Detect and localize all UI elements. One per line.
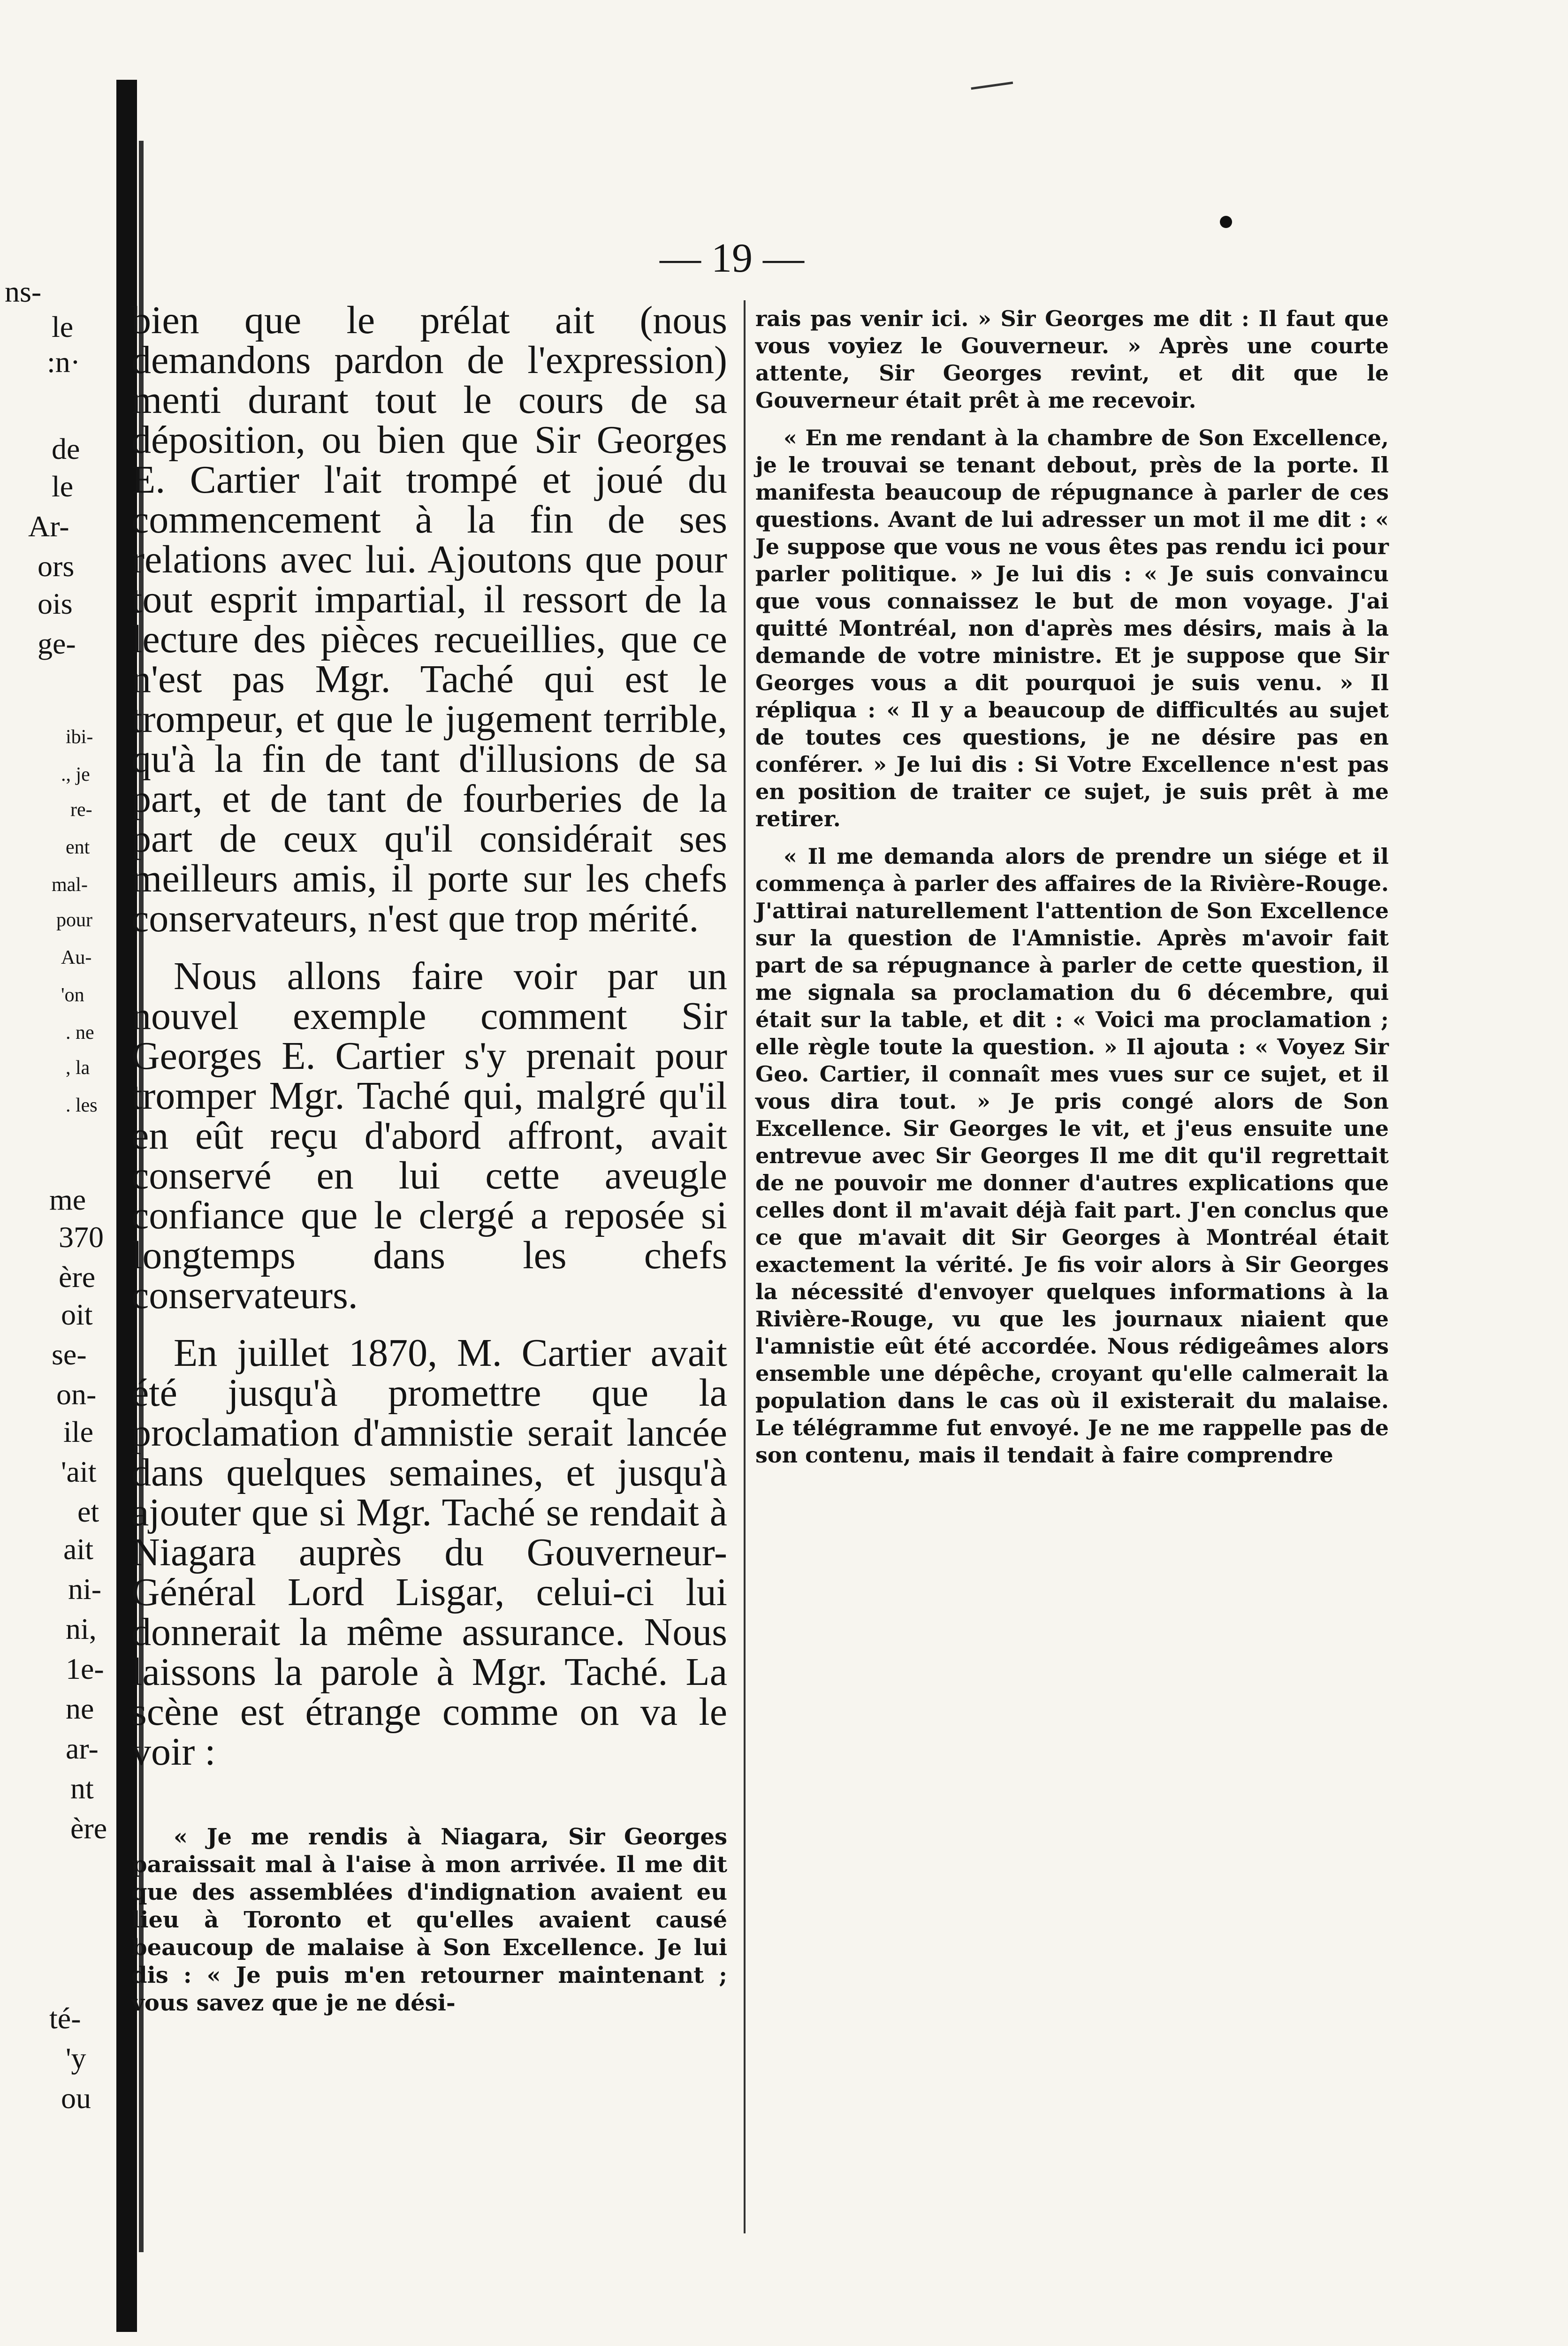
- fragment: 'on: [61, 984, 84, 1006]
- fragment: ni-: [68, 1572, 102, 1606]
- previous-page-edge: [0, 0, 116, 2346]
- fragment: ar-: [66, 1732, 99, 1765]
- fragment: nt: [70, 1772, 94, 1805]
- fragment: pour: [56, 909, 92, 931]
- fragment: ors: [38, 549, 75, 583]
- fragment: ., je: [61, 764, 90, 785]
- fragment: :n·: [47, 345, 81, 379]
- fragment: . les: [66, 1095, 98, 1116]
- paragraph: rais pas venir ici. » Sir Georges me dit : Il faut que vous voyiez le Gouverneur. » Après une courte attente, Sir Georges revint, et dit que le Gouverneur était prêt à me recevoir.: [755, 306, 1389, 413]
- fragment: ent: [66, 837, 90, 858]
- fragment: on-: [56, 1378, 97, 1411]
- column-divider: [744, 300, 746, 2233]
- fragment: de: [52, 432, 80, 465]
- fragment: me: [49, 1183, 86, 1216]
- fragment: ns-: [5, 275, 42, 308]
- paragraph: En juillet 1870, M. Cartier avait été jusqu'à promettre que la proclamation d'amnistie serait lancée dans quelques semaines, et jusqu'à ajouter que si Mgr. Taché se rendait à Niagara auprès du Gouverneur-Général Lord Lisgar, celui-ci lui donnerait la même assurance. Nous laissons la parole à Mgr. Taché. La scène est étrange comme on va le voir :: [131, 1331, 727, 1774]
- fragment: se-: [52, 1338, 87, 1371]
- fragment: ile: [63, 1415, 93, 1448]
- fragment: le: [52, 470, 74, 503]
- fragment: ait: [63, 1532, 93, 1566]
- fragment: Au-: [61, 947, 92, 968]
- paragraph: « En me rendant à la chambre de Son Excellence, je le trouvai se tenant debout, près de la porte. Il manifesta beaucoup de répugnance à parler de ces questions. Avant de lui adresser un mot il me dit : « Je suppose que vous ne vous êtes pas rendu ici pour parler politique. » Je lui dis : « Je suis convaincu que vous connaissez le but de mon voyage. J'ai quitté Montréal, non d'après mes désirs, mais à la demande de votre ministre. Et je suppose que Sir Georges vous a dit pourquoi je suis venu. » Il répliqua : « Il y a beaucoup de difficultés au sujet de toutes ces questions, je ne désire pas en conférer. » Je lui dis : Si Votre Excellence n'est pas en position de traiter ce sujet, je suis prêt à me retirer.: [755, 425, 1389, 831]
- fragment: ou: [61, 2081, 91, 2115]
- fragment: ibi-: [66, 726, 93, 748]
- fragment: re-: [70, 799, 92, 821]
- page-number: — 19 —: [660, 236, 804, 281]
- fragment: et: [77, 1495, 99, 1528]
- paragraph: Nous allons faire voir par un nouvel exemple comment Sir Georges E. Cartier s'y prenait pour tromper Mgr. Taché qui, malgré qu'il en eût reçu d'abord affront, avait conservé en lui cette aveugle confiance que le clergé a reposée si longtemps dans les chefs conservateurs.: [131, 954, 727, 1317]
- paragraph: « Il me demanda alors de prendre un siége et il commença à parler des affaires de la Rivière-Rouge. J'attirai naturellement l'attention de Son Excellence sur la question de l'Amnistie. Après m'avoir fait part de sa répugnance à parler de cette question, il me signala sa proclamation du 6 décembre, qui était sur la table, et dit : « Voici ma proclamation ; elle règle toute la question. » Il ajouta : « Voyez Sir Geo. Cartier, il connaît mes vues sur ce sujet, et il vous dira tout. » Je pris congé alors de Son Excellence. Sir Georges le vit, et j'eus ensuite une entrevue avec Sir Georges Il me dit qu'il regrettait de ne pouvoir me donner d'autres explications que celles dont il m'avait déjà fait part. J'en conclus que ce que m'avait dit Sir Georges à Montréal était exactement la vérité. Je fis voir alors à Sir Georges la nécessité d'envoyer quelques informations à la Rivière-Rouge, vu que les journaux niaient que l'amnistie eût été accordée. Nous rédigeâmes alors ensemble une dépêche, croyant qu'elle calmerait la population dans le cas où il existerait du malaise. Le télégramme fut envoyé. Je ne me rappelle pas de son contenu, mais il tendait à faire comprendre: [755, 844, 1389, 1468]
- pen-mark: [971, 82, 1013, 94]
- ink-smudge: [1220, 216, 1232, 228]
- fragment: Ar-: [28, 510, 69, 543]
- fragment: mal-: [52, 874, 88, 896]
- fragment: ni,: [66, 1612, 97, 1645]
- fragment: , la: [66, 1057, 90, 1079]
- paragraph: bien que le prélat ait (nous demandons pardon de l'expression) menti durant tout le cours de sa déposition, ou bien que Sir Georges E. Cartier l'ait trompé et joué du commencement à la fin de ses relations avec lui. Ajoutons que pour tout esprit impartial, il ressort de la lecture des pièces recueillies, que ce n'est pas Mgr. Taché qui est le trompeur, et que le jugement terrible, qu'à la fin de tant d'illusions de sa part, et de tant de fourberies de la part de ceux qu'il considérait ses meilleurs amis, il porte sur les chefs conservateurs, n'est que trop mérité.: [131, 298, 727, 940]
- fragment: 'y: [66, 2041, 86, 2075]
- fragment: ne: [66, 1692, 94, 1725]
- quoted-testimony: « Je me rendis à Niagara, Sir Georges paraissait mal à l'aise à mon arrivée. Il me dit que des assemblées d'indignation avaient eu lieu à Toronto et qu'elles avaient causé beaucoup de malaise à Son Excellence. Je lui dis : « Je puis m'en retourner maintenant ; vous savez que je ne dési-: [131, 1824, 727, 2016]
- fragment: ère: [59, 1260, 96, 1294]
- fragment: le: [52, 310, 74, 343]
- fragment: 1e-: [66, 1652, 104, 1685]
- fragment: ge-: [38, 627, 76, 660]
- fragment: . ne: [66, 1022, 94, 1044]
- fragment: 370: [59, 1220, 104, 1254]
- fragment: 'ait: [61, 1455, 97, 1488]
- right-column: [755, 305, 1389, 1469]
- fragment: oit: [61, 1298, 93, 1331]
- fragment: ère: [70, 1812, 107, 1845]
- left-column: [131, 300, 727, 2017]
- fragment: té-: [49, 2002, 81, 2035]
- fragment: ois: [38, 587, 73, 620]
